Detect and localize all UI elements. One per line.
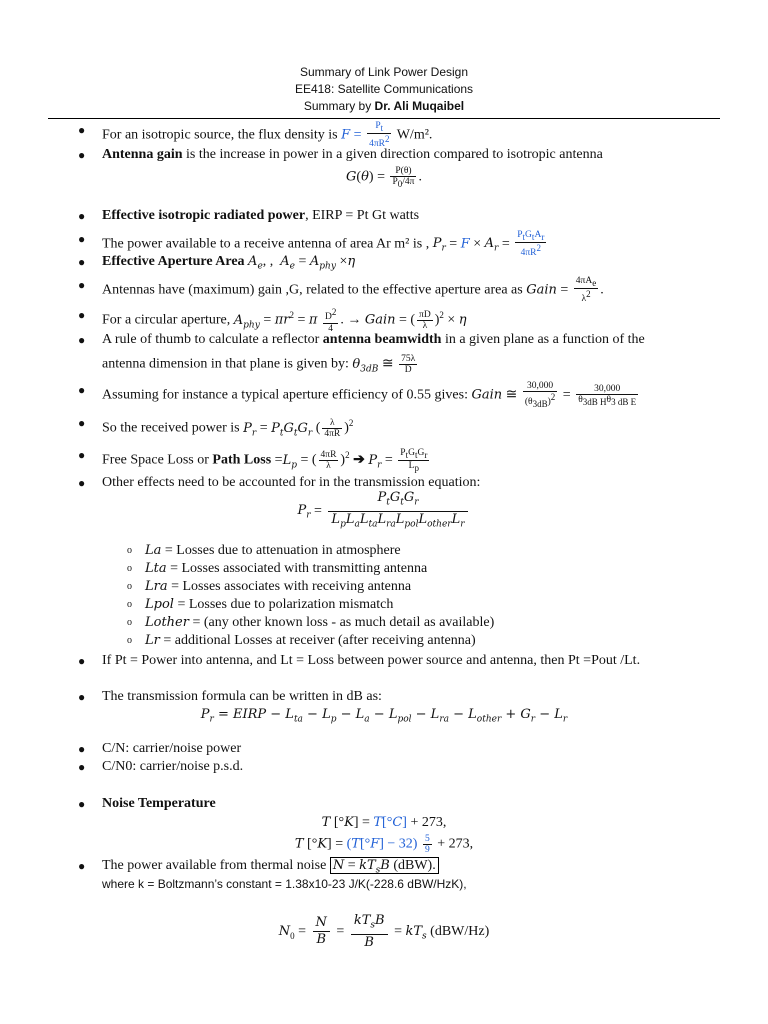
loss-item: La = Losses due to attenuation in atmosphere [145, 543, 401, 558]
gain-aperture-line: Antennas have (maximum) gain ,G, related to the effective aperture area as Gain = $\frac{4\pi A_e}{\lambda^2}$ . [102, 276, 604, 305]
flux-line: For an isotropic source, the flux density is F = $\frac{P_t}{4\pi R^2}$ W/m². [102, 121, 433, 150]
sub-bullet-icon: o [127, 635, 132, 646]
bullet-icon: ● [78, 742, 86, 756]
path-loss-line: Free Space Loss or Path Loss $=L_p$ = ( $\frac{4\pi R}{\lambda}$ )$^2$ ➔ $P_r$ = $\frac{P_tG_tG_r}{L_p}$ [102, 448, 428, 473]
other-effects-line: Other effects need to be accounted for in the transmission equation: [102, 475, 481, 490]
bullet-icon: ● [78, 123, 86, 137]
receive-power-line: The power available to a receive antenna of area Ar m² is , $P_r = F \times A_r$ = $\frac{P_tG_tA_r}{4\pi R^2}$ [102, 230, 545, 259]
beamwidth-line: A rule of thumb to calculate a reflector antenna beamwidth in a given plane as a function of the [102, 332, 645, 347]
beamwidth-line-2: antenna dimension in that plane is given by: $\theta_{3dB}$ ≅ $\frac{75\lambda}{D}$ [102, 354, 416, 375]
bullet-icon: ● [78, 333, 86, 347]
aperture-line: Effective Aperture Area $A_e$, , $A_e = A_{phy} \times\eta$ [102, 254, 356, 272]
loss-item: Lta = Losses associated with transmitting antenna [145, 561, 428, 576]
bullet-icon: ● [78, 148, 86, 162]
circular-aperture-line: For a circular aperture, $A_{phy} = \pi r^2 = \pi$ $\frac{D^2}{4}$ . → Gain = ( $\frac{\pi D}{\lambda}$ )$^2$ × η [102, 307, 467, 334]
author-name: Dr. Ali Muqaibel [374, 99, 465, 113]
fahrenheit-equation: T [°K] = (T[°F] − 32) $\frac{5}{9}$ + 273, [294, 834, 474, 855]
bullet-icon: ● [78, 690, 86, 704]
bullet-icon: ● [78, 448, 86, 462]
noise-temperature-heading: Noise Temperature [102, 796, 216, 811]
loss-item: Lpol = Losses due to polarization mismatch [145, 597, 394, 612]
transmission-equation: $P_r$ = $P_tG_tG_r$ $L_pL_aL_{ta}L_{ra}L_{pol}L_{other}L_r$ [0, 490, 768, 532]
course-name: EE418: Satellite Communications [294, 82, 474, 96]
received-power-line: So the received power is $P_r = P_tG_tG_r$ ( $\frac{\lambda}{4\pi R}$ )$^2$ [102, 417, 354, 439]
bullet-icon: ● [78, 278, 86, 292]
loss-item: Lother = (any other known loss - as much detail as available) [145, 615, 495, 630]
boltzmann-line: where k = Boltzmann’s constant = 1.38x10-23 J/K(-228.6 dBW/HzK), [102, 877, 467, 891]
loss-item: Lr = additional Losses at receiver (after receiving antenna) [145, 633, 476, 648]
bullet-icon: ● [78, 476, 86, 490]
bullet-icon: ● [78, 859, 86, 873]
thermal-noise-line: The power available from thermal noise $N = kT_sB$ (dBW). [102, 857, 439, 880]
bullet-icon: ● [78, 416, 86, 430]
db-form-line: The transmission formula can be written in dB as: [102, 689, 382, 704]
bullet-icon: ● [78, 383, 86, 397]
author-prefix: Summary by [303, 99, 375, 113]
header-rule [48, 118, 720, 119]
sub-bullet-icon: o [127, 599, 132, 610]
n0-equation: $N_0$ = $\frac{N}{B}$ = $kT_sB$ B = $kT_s$ (dBW/Hz) [278, 913, 490, 950]
sub-bullet-icon: o [127, 581, 132, 592]
pt-definition-line: If Pt = Power into antenna, and Lt = Loss between power source and antenna, then Pt =Pout /Lt. [102, 653, 641, 668]
bullet-icon: ● [78, 797, 86, 811]
cn0-line: C/N0: carrier/noise p.s.d. [102, 759, 244, 774]
author-line [0, 99, 768, 114]
bullet-icon: ● [78, 255, 86, 269]
gain-equation: G(θ) = $\frac{P(\theta)}{P_0/4\pi}$ . [346, 166, 422, 189]
document-title: Summary of Link Power Design [299, 65, 469, 79]
bullet-icon: ● [78, 308, 86, 322]
cn-line: C/N: carrier/noise power [102, 741, 242, 756]
bullet-icon: ● [78, 209, 86, 223]
efficiency-line: Assuming for instance a typical aperture efficiency of 0.55 gives: Gain ≅ $\frac{30,000}{(\theta_{3dB})^2}$ = $\frac{30,000}{\theta_{3dB H}\theta_{3 dB E}}$ [102, 381, 637, 410]
loss-item: Lra = Losses associates with receiving antenna [145, 579, 412, 594]
bullet-icon: ● [78, 654, 86, 668]
sub-bullet-icon: o [127, 545, 132, 556]
gain-line: Antenna gain is the increase in power in a given direction compared to isotropic antenna [102, 147, 603, 162]
sub-bullet-icon: o [127, 617, 132, 628]
bullet-icon: ● [78, 232, 86, 246]
db-equation: $P_r$ = EIRP − $L_{ta} - L_p - L_a - L_{pol} - L_{ra} - L_{other} + G_r - L_r$ [200, 707, 568, 725]
kelvin-equation: T [°K] = T[°C] + 273, [321, 815, 447, 830]
eirp-line: Effective isotropic radiated power, EIRP = Pt Gt watts [102, 208, 420, 223]
sub-bullet-icon: o [127, 563, 132, 574]
bullet-icon: ● [78, 760, 86, 774]
